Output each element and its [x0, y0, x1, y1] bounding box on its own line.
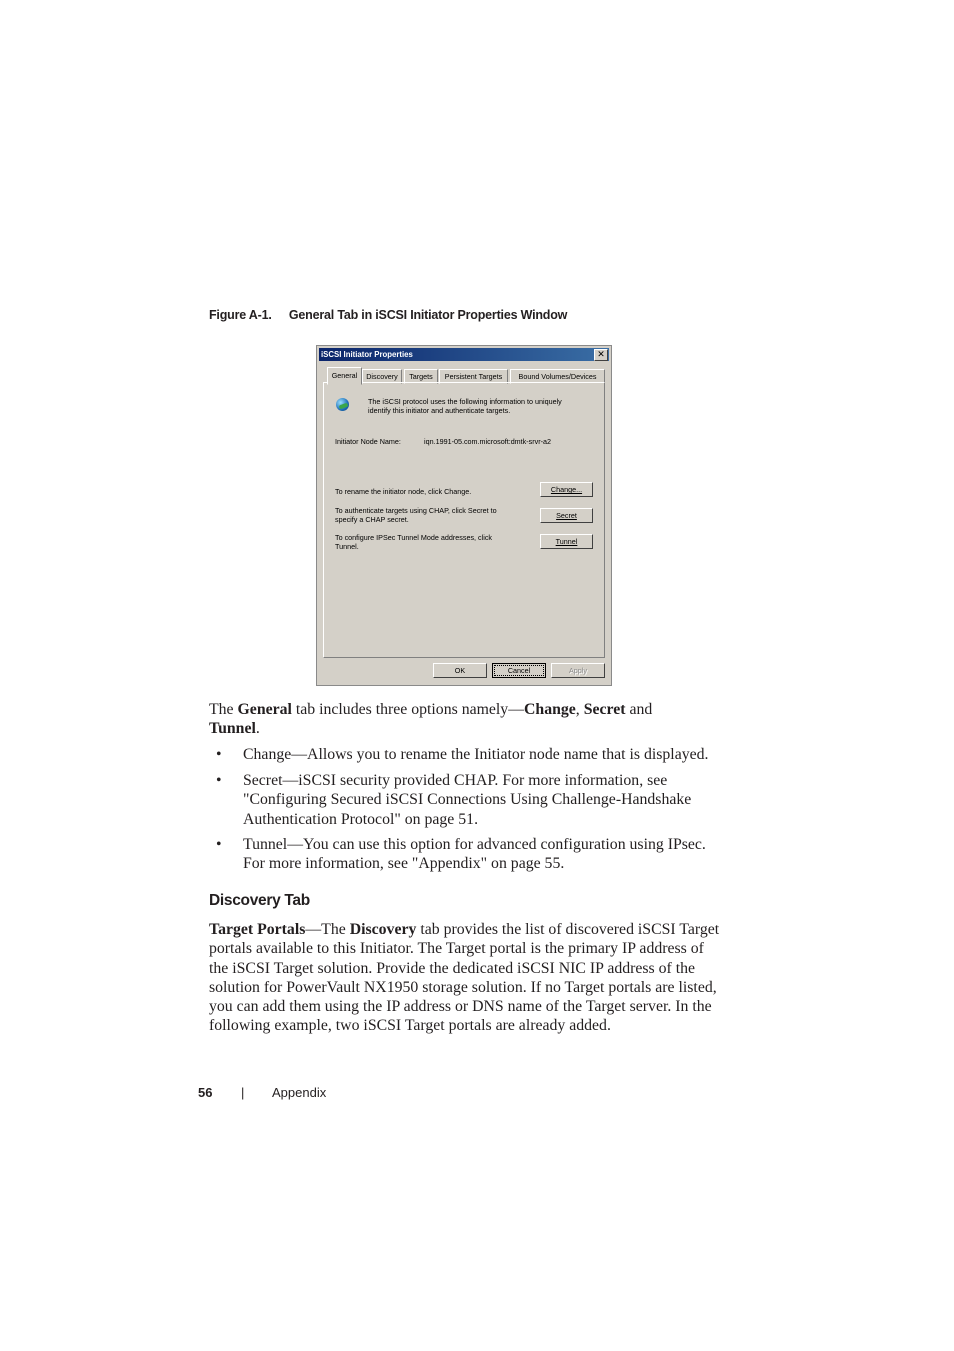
tab-persistent-targets[interactable]: Persistent Targets [439, 369, 508, 384]
figure-caption [209, 308, 567, 322]
paragraph-line: portals available to this Initiator. The Target portal is the primary IP address of [209, 940, 704, 958]
text-run: tab includes three options namely— [291, 701, 524, 718]
paragraph-line: you can add them using the IP address or DNS name of the Target server. In the [209, 998, 712, 1016]
tab-bound-volumes[interactable]: Bound Volumes/Devices [510, 369, 605, 384]
discovery-paragraph [209, 920, 721, 1036]
tab-discovery[interactable]: Discovery [362, 369, 402, 384]
rename-text: To rename the initiator node, click Change. [335, 487, 472, 496]
globe-icon [336, 398, 349, 411]
paragraph-line: following example, two iSCSI Target portals are already added. [209, 1017, 611, 1035]
text-run: , [575, 701, 584, 718]
node-name-label: Initiator Node Name: [335, 437, 401, 446]
tunnel-text-1: To configure IPSec Tunnel Mode addresses, click [335, 533, 493, 542]
intro-text-2: identify this initiator and authenticate targets. [368, 406, 511, 415]
bullet-line: Change—Allows you to rename the Initiator node name that is displayed. [243, 746, 709, 763]
figure-title: General Tab in iSCSI Initiator Properties Window [288, 308, 568, 322]
text-run: tab provides the list of discovered iSCSI Target [416, 921, 720, 938]
bold-general: General [237, 701, 292, 718]
secret-button[interactable]: Secret [540, 508, 593, 523]
general-tab-paragraph [209, 700, 721, 739]
paragraph-line: solution for PowerVault NX1950 storage solution. If no Target portals are listed, [209, 978, 717, 996]
tunnel-text-2: Tunnel. [335, 542, 359, 551]
paragraph-line [209, 920, 721, 939]
bullet-line: For more information, see "Appendix" on page 55. [243, 855, 565, 873]
close-icon[interactable]: ✕ [594, 349, 608, 361]
bold-secret: Secret [583, 701, 626, 718]
ok-button[interactable]: OK [433, 663, 487, 678]
node-name-value: iqn.1991-05.com.microsoft:dmtk-srvr-a2 [424, 437, 552, 446]
bold-target-portals: Target Portals [209, 921, 306, 938]
apply-button[interactable]: Apply [551, 663, 605, 678]
page-number: 56 [198, 1085, 213, 1100]
tab-targets[interactable]: Targets [404, 369, 438, 384]
bullet-line: "Configuring Secured iSCSI Connections Using Challenge-Handshake [243, 791, 692, 809]
text-run: and [625, 701, 653, 718]
bullet-line: Secret—iSCSI security provided CHAP. For more information, see [243, 772, 668, 789]
footer-separator: | [241, 1085, 245, 1100]
dialog-titlebar [319, 348, 609, 361]
footer-section: Appendix [272, 1085, 327, 1100]
bullet-line: Authentication Protocol" on page 51. [243, 810, 479, 828]
chap-text-1: To authenticate targets using CHAP, click Secret to [335, 506, 497, 515]
bold-discovery: Discovery [349, 921, 417, 938]
iscsi-properties-dialog [316, 345, 612, 686]
bullet-symbol: • [216, 836, 222, 853]
paragraph-line: the iSCSI Target solution. Provide the dedicated iSCSI NIC IP address of the [209, 959, 696, 977]
tunnel-button[interactable]: Tunnel [540, 534, 593, 549]
tab-general[interactable]: General [327, 367, 362, 385]
bullet-line: Tunnel—You can use this option for advanced configuration using IPsec. [243, 836, 706, 853]
cancel-button[interactable]: Cancel [492, 663, 546, 678]
text-run: . [255, 720, 260, 738]
dialog-title: iSCSI Initiator Properties [321, 350, 413, 359]
figure-number: Figure A-1. [209, 308, 272, 322]
bullet-symbol: • [216, 772, 222, 789]
bullet-symbol: • [216, 746, 222, 763]
text-run: —The [305, 921, 350, 938]
bold-tunnel: Tunnel [209, 720, 256, 738]
intro-text-1: The iSCSI protocol uses the following information to uniquely [368, 397, 562, 406]
text-run: The [209, 701, 238, 718]
discovery-heading: Discovery Tab [209, 892, 310, 909]
change-button[interactable]: Change... [540, 482, 593, 497]
general-tab-panel [323, 382, 605, 658]
chap-text-2: specify a CHAP secret. [335, 515, 409, 524]
bold-change: Change [524, 701, 576, 718]
